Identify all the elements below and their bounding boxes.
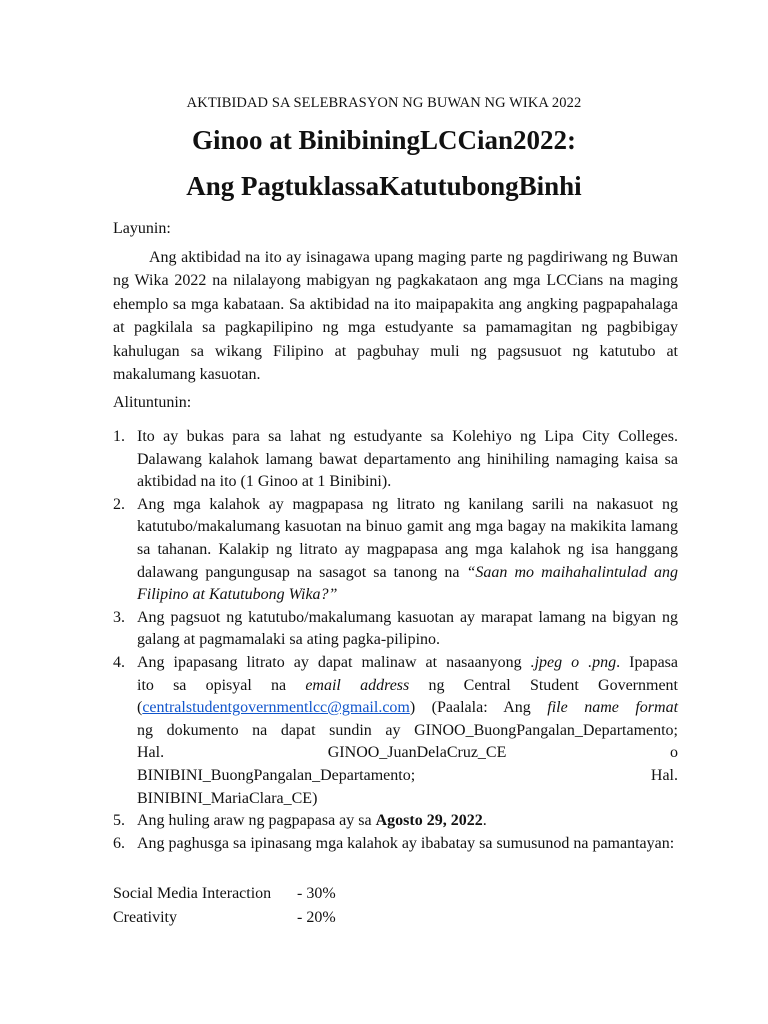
file-format-text: .jpeg o .png bbox=[530, 653, 617, 671]
layunin-paragraph: Ang aktibidad na ito ay isinagawa upang maging parte ng pagdiriwang ng Buwan ng Wika 2022 na nilalayong mabigyan ng pagkakataon ang mga LCCians na maging ehemplo sa mga kabataan. Sa aktibidad na ito maipapakita ang angking pagpapahalaga at pagkilala sa pagkapilipino ng mga estudyante sa pamamagitan ng pagbibigay kahulugan sa wikang Filipino at pagbuhay muli ng pagsusuot ng katutubo at makalumang kasuotan. bbox=[113, 249, 678, 384]
rule-line: Hal. GINOO_JuanDelaCruz_CE o bbox=[137, 744, 679, 762]
page-subtitle: Ang PagtuklassaKatutubongBinhi bbox=[186, 171, 582, 201]
example-ginoo: GINOO_JuanDelaCruz_CE bbox=[327, 744, 507, 762]
rule-number: 4. bbox=[113, 653, 125, 671]
rule-question-quote: “Saan mo maihahalintulad ang Filipino at Katutubong Wika?” bbox=[137, 563, 679, 604]
rule-line: (centralstudentgovernmentlcc@gmail.com) (Paalala: Ang file name format bbox=[137, 699, 679, 717]
rule-text: Ang huling araw ng pagpapasa ay sa Agosto 29, 2022. bbox=[137, 812, 487, 830]
criteria-value: - 20% bbox=[297, 908, 336, 926]
rule-text: Ang paghusga sa ipinasang mga kalahok ay ibabatay sa sumusunod na pamantayan: bbox=[137, 834, 675, 852]
page-title: Ginoo at BinibiningLCCian2022: bbox=[191, 125, 577, 155]
rule-text: Ito ay bukas para sa lahat ng estudyante sa Kolehiyo ng Lipa City Colleges. Dalawang kalahok lamang bawat departamento ang hinihiling namaging kaisa sa aktibidad na ito (1 Ginoo at 1 Binibini). bbox=[137, 428, 678, 491]
deadline-date: Agosto 29, 2022 bbox=[375, 812, 483, 830]
rule-number: 5. bbox=[113, 812, 125, 830]
rule-number: 3. bbox=[113, 608, 125, 626]
rule-line: ng dokumento na dapat sundin ay GINOO_BuongPangalan_Departamento; bbox=[137, 721, 678, 739]
email-address-term: email address bbox=[305, 676, 410, 694]
document-header: AKTIBIDAD SA SELEBRASYON NG BUWAN NG WIKA 2022 bbox=[186, 95, 582, 111]
rule-item-5 bbox=[113, 810, 678, 833]
example-binibini: BINIBINI_MariaClara_CE) bbox=[137, 789, 318, 807]
rule-item-3 bbox=[113, 607, 678, 652]
rule-number: 1. bbox=[113, 428, 125, 445]
rule-number: 2. bbox=[113, 495, 125, 513]
criteria-list bbox=[113, 882, 373, 929]
rule-item-4 bbox=[113, 652, 678, 810]
criteria-row bbox=[113, 882, 373, 906]
rule-item-1 bbox=[113, 426, 678, 494]
criteria-name: Social Media Interaction bbox=[113, 885, 272, 902]
layunin-label: Layunin: bbox=[113, 220, 171, 237]
rules-list bbox=[113, 426, 678, 855]
rule-text bbox=[137, 494, 678, 607]
rule-text bbox=[137, 652, 678, 810]
rule-item-2 bbox=[113, 494, 678, 607]
criteria-name: Creativity bbox=[113, 908, 177, 926]
rule-number: 6. bbox=[113, 834, 125, 852]
criteria-row bbox=[113, 906, 373, 930]
rule-text: Ang pagsuot ng katutubo/makalumang kasuotan ay marapat lamang na bigyan ng galang at pagmamalaki sa ating pagka-pilipino. bbox=[137, 608, 678, 649]
file-name-format-term: file name format bbox=[547, 699, 679, 717]
rule-line: Ang ipapasang litrato ay dapat malinaw at nasaanyong .jpeg o .png. Ipapasa bbox=[137, 653, 679, 671]
rule-item-6 bbox=[113, 833, 678, 856]
criteria-value: - 30% bbox=[297, 885, 336, 902]
rule-line: BINIBINI_BuongPangalan_Departamento; Hal. bbox=[137, 766, 678, 784]
rule-line: ito sa opisyal na email address ng Central Student Government bbox=[137, 676, 679, 694]
rule-text-main: Ang mga kalahok ay magpapasa ng litrato ng kanilang sarili na nakasuot ng katutubo/makalumang kasuotan na binuo gamit ang mga bagay na makikita lamang sa tahanan. Kalakip ng litrato ay magpapasa ang mga kalahok ng isa hanggang dalawang pangungusap na sasagot sa tanong na bbox=[137, 495, 678, 581]
alituntunin-label: Alituntunin: bbox=[113, 394, 192, 411]
email-link[interactable]: centralstudentgovernmentlcc@gmail.com bbox=[142, 699, 410, 717]
